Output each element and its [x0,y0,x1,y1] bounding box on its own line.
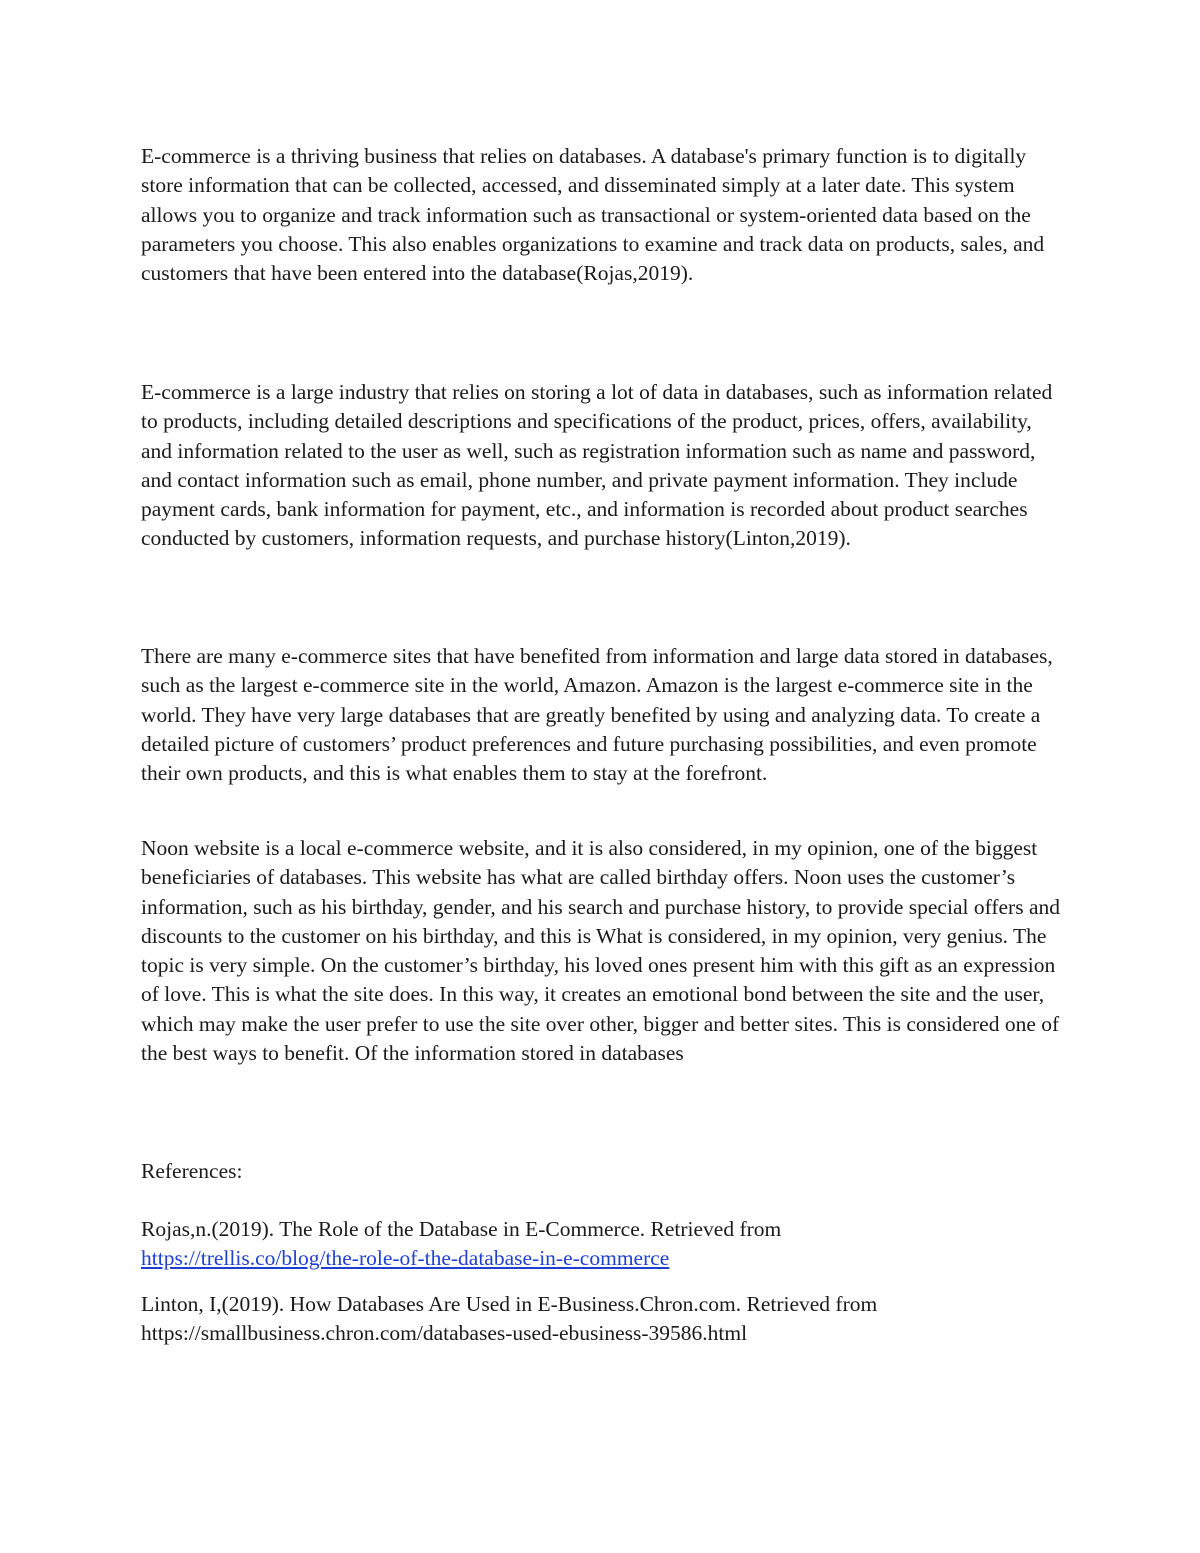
reference-citation: Rojas,n.(2019). The Role of the Database in E-Commerce. Retrieved from [141,1217,782,1241]
reference-url-text: https://smallbusiness.chron.com/databases-used-ebusiness-39586.html [141,1321,748,1346]
reference-item [141,1290,1061,1349]
reference-item [141,1215,1061,1274]
paragraph-intro: E-commerce is a thriving business that relies on databases. A database's primary function is to digitally store information that can be collected, accessed, and disseminated simply at a later date. This system allows you to organize and track information such as transactional or system-oriented data based on the parameters you choose. This also enables organizations to examine and track data on products, sales, and customers that have been entered into the database(Rojas,2019). [141,144,1045,286]
references-heading: References: [141,1159,243,1183]
paragraph-amazon: There are many e-commerce sites that have benefited from information and large data stored in databases, such as the largest e-commerce site in the world, Amazon. Amazon is the largest e-commerce site in the world. They have very large databases that are greatly benefited by using and analyzing data. To create a detailed picture of customers’ product preferences and future purchasing possibilities, and even promote their own products, and this is what enables them to stay at the forefront. [141,644,1053,786]
paragraph-industry-data: E-commerce is a large industry that relies on storing a lot of data in databases, such as information related to products, including detailed descriptions and specifications of the product, prices, offers, availability, and information related to the user as well, such as registration information such as name and password, and contact information such as email, phone number, and private payment information. They include payment cards, bank information for payment, etc., and information is recorded about product searches conducted by customers, information requests, and purchase history(Linton,2019). [141,380,1053,551]
reference-link[interactable]: https://trellis.co/blog/the-role-of-the-database-in-e-commerce [141,1246,670,1271]
paragraph-noon: Noon website is a local e-commerce website, and it is also considered, in my opinion, one of the biggest beneficiaries of databases. This website has what are called birthday offers. Noon uses the customer’s information, such as his birthday, gender, and his search and purchase history, to provide special offers and discounts to the customer on his birthday, and this is What is considered, in my opinion, very genius. The topic is very simple. On the customer’s birthday, his loved ones present him with this gift as an expression of love. This is what the site does. In this way, it creates an emotional bond between the site and the user, which may make the user prefer to use the site over other, bigger and better sites. This is considered one of the best ways to benefit. Of the information stored in databases [141,836,1060,1066]
reference-citation: Linton, I,(2019). How Databases Are Used in E-Business.Chron.com. Retrieved from [141,1292,878,1316]
